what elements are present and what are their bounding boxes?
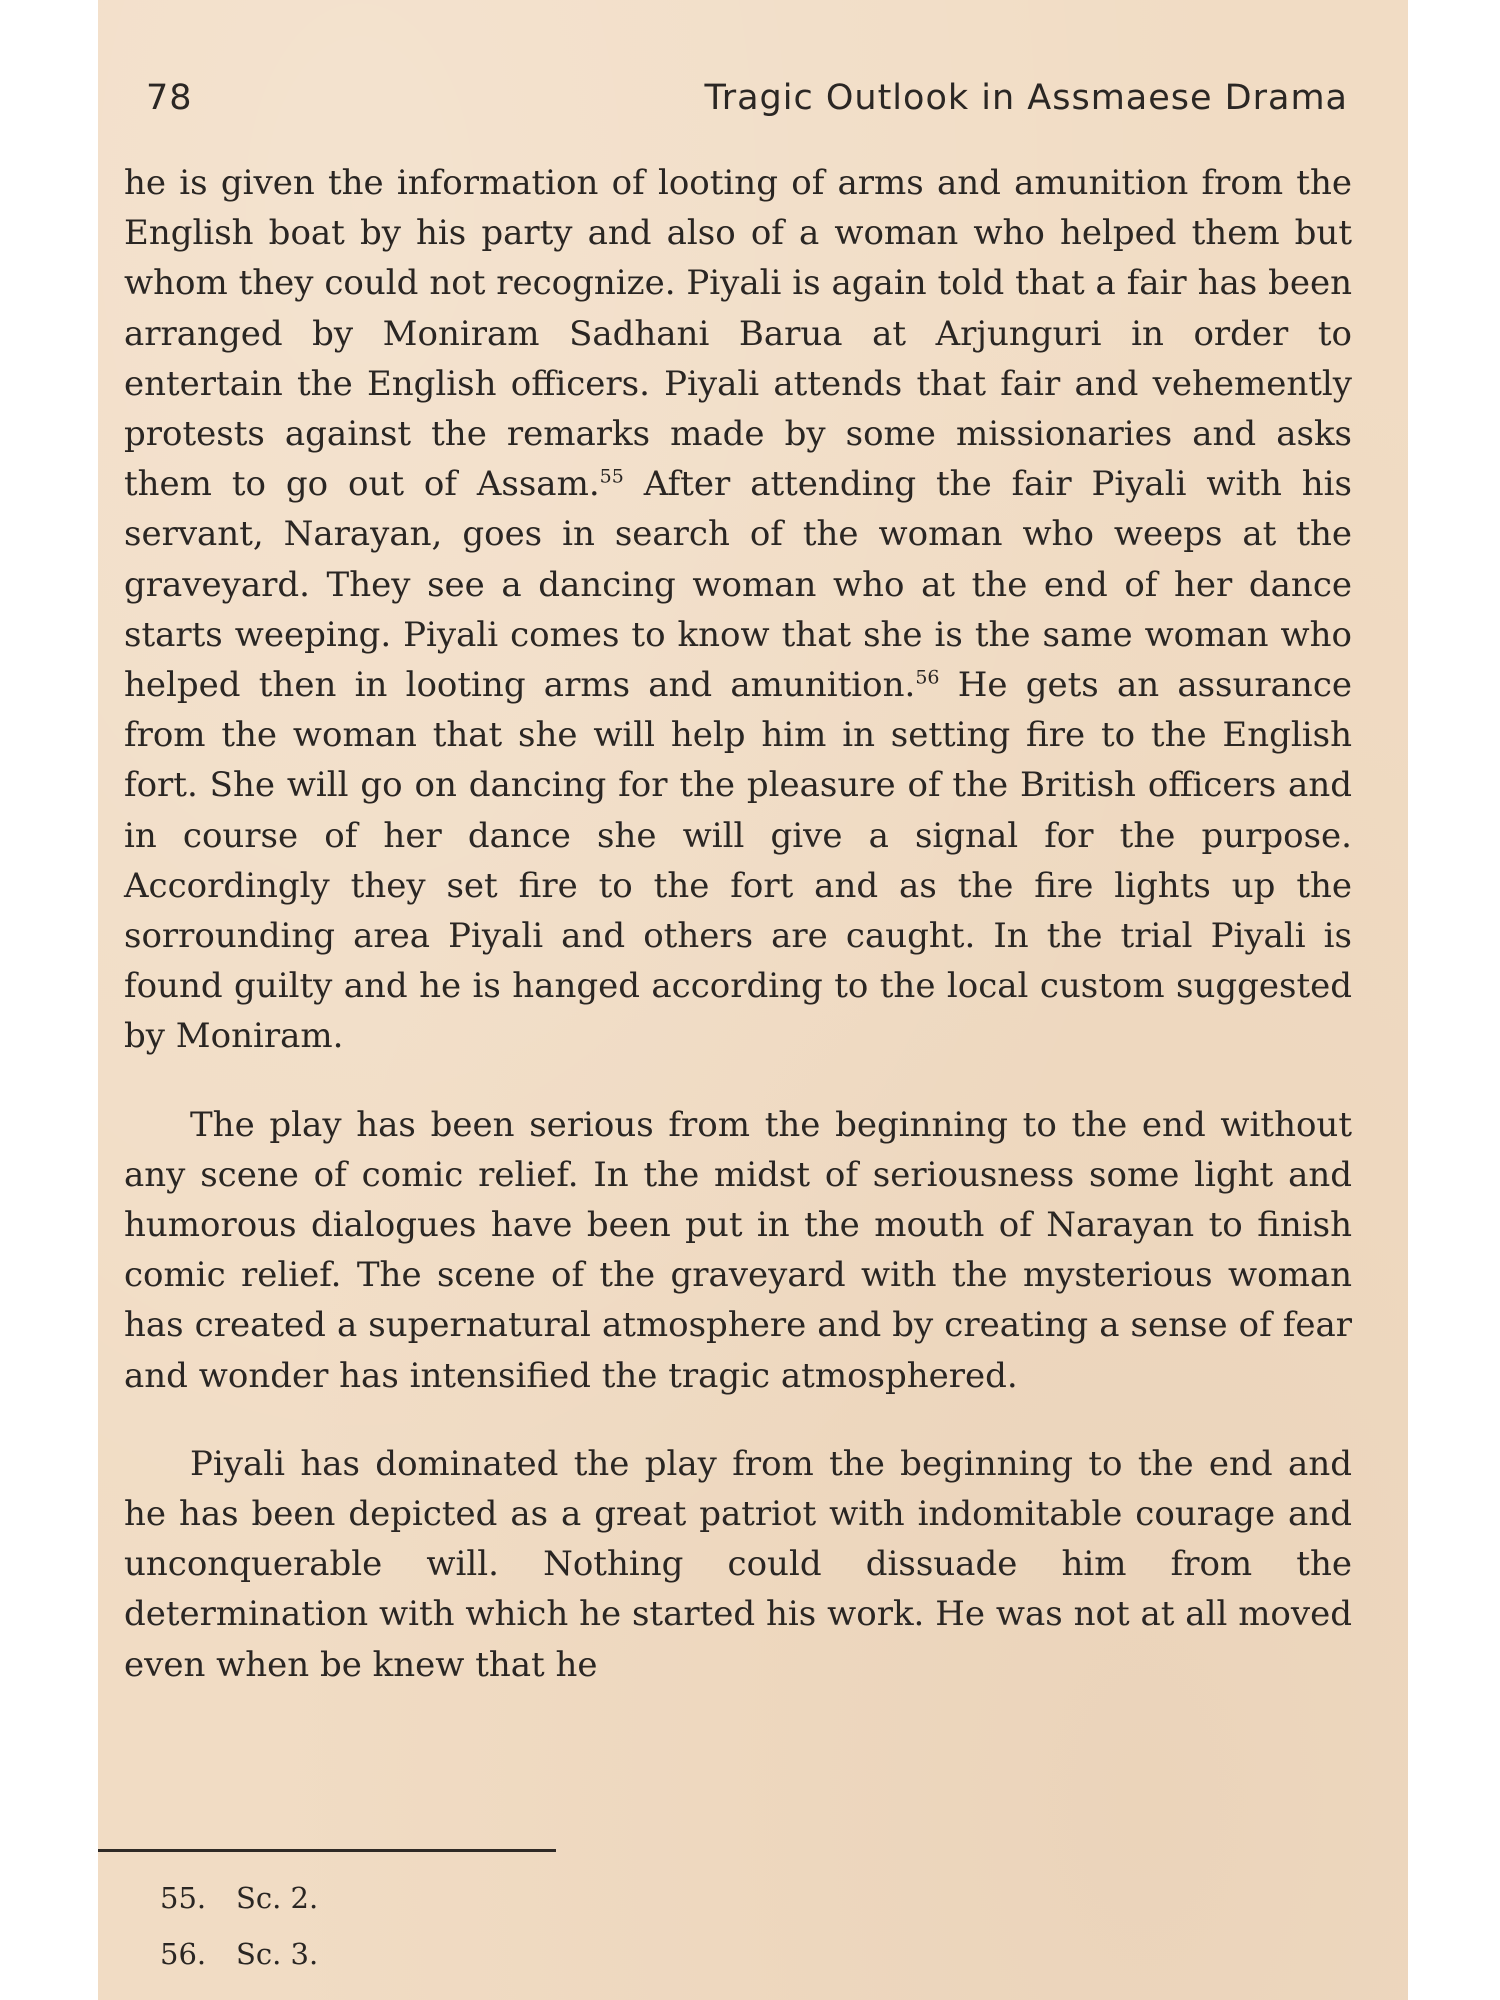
paragraph-1 (124, 158, 1352, 1062)
footnote-55 (160, 1870, 318, 1926)
footnote-text: Sc. 2. (236, 1881, 319, 1915)
footnote-ref-55: 55 (599, 465, 624, 488)
paragraph-3: Piyali has dominated the play from the beginning to the end and he has been depicted as a great patriot with indomitable courage and unconquerable will. Nothing could dissuade him from the determination with which he started his work. He was not at all moved even when be knew that he (124, 1443, 1352, 1685)
book-page (98, 0, 1408, 2000)
footnote-number: 56. (160, 1937, 207, 1971)
body-text (124, 158, 1352, 1690)
page-number: 78 (146, 78, 193, 118)
footnote-56 (160, 1926, 318, 1982)
footnote-text: Sc. 3. (236, 1937, 319, 1971)
footnote-number: 55. (160, 1881, 207, 1915)
running-title: Tragic Outlook in Assmaese Drama (704, 78, 1348, 118)
paragraph-1-part-1: he is given the information of looting of arms and amunition from the English boat by his party and also of a woman who helped them but whom they could not recognize. Piyali is again told that a fair has been arranged by Moniram Sadhani Barua at Arjunguri in order to entertain the English officers. Piyali attends that fair and vehemently protests against the remarks made by some missionaries and asks them to go out of Assam. (124, 163, 1352, 505)
paragraph-1-part-3: He gets an assurance from the woman that she will help him in setting fire to the English fort. She will go on dancing for the pleasure of the British officers and in course of her dance she will give a signal for the purpose. Accordingly they set fire to the fort and as the fire lights up the sorrounding area Piyali and others are caught. In the trial Piyali is found guilty and he is hanged according to the local custom suggested by Moniram. (124, 665, 1352, 1057)
paragraph-2: The play has been serious from the beginning to the end without any scene of comic relief. In the midst of seriousness some light and humorous dialogues have been put in the mouth of Narayan to finish comic relief. The scene of the graveyard with the mysterious woman has created a supernatural atmosphere and by creating a sense of fear and wonder has intensified the tragic atmosphered. (124, 1104, 1352, 1396)
paragraph-1-part-2: After attending the fair Piyali with his servant, Narayan, goes in search of the woman who weeps at the graveyard. They see a dancing woman who at the end of her dance starts weeping. Piyali comes to know that she is the same woman who helped then in looting arms and amunition. (124, 464, 1353, 706)
footnote-ref-56: 56 (915, 666, 940, 689)
footnote-divider (98, 1849, 556, 1852)
page-header (146, 78, 1348, 128)
footnotes (160, 1870, 318, 1982)
